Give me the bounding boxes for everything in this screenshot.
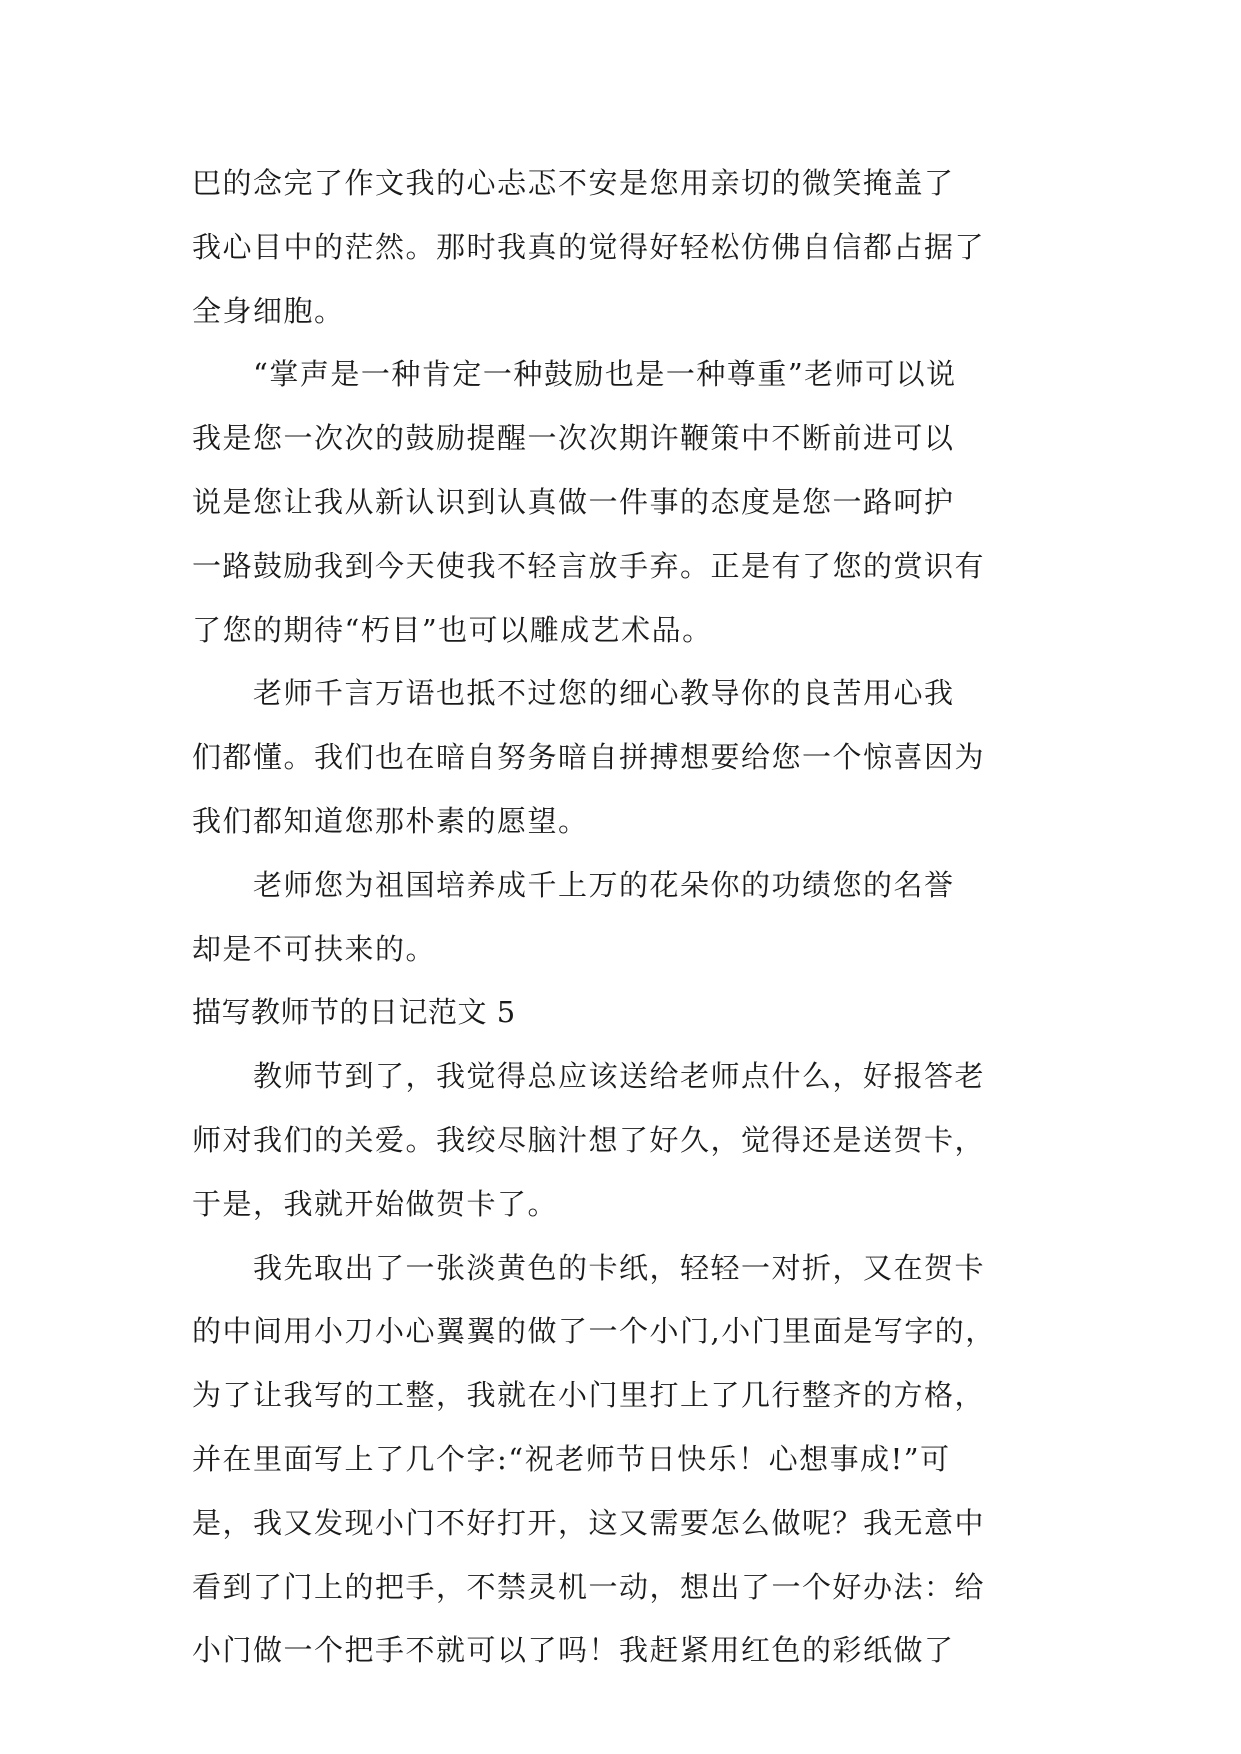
text-line: 却是不可扶来的。 xyxy=(192,931,437,966)
text-line: 老师千言万语也抵不过您的细心教导你的良苦用心我 xyxy=(192,676,955,711)
text-line: 全身细胞。 xyxy=(192,293,345,328)
text-line: 们都懂。我们也在暗自努务暗自拼搏想要给您一个惊喜因为 xyxy=(192,740,986,775)
text-line: 于是，我就开始做贺卡了。 xyxy=(192,1186,559,1221)
text-line: “掌声是一种肯定一种鼓励也是一种尊重”老师可以说 xyxy=(192,357,957,392)
text-line: 小门做一个把手不就可以了吗！我赶紧用红色的彩纸做了 xyxy=(192,1633,955,1668)
text-line: 我先取出了一张淡黄色的卡纸，轻轻一对折，又在贺卡 xyxy=(192,1250,986,1285)
text-line: 我心目中的茫然。那时我真的觉得好轻松仿佛自信都占据了 xyxy=(192,229,986,264)
text-line: 教师节到了，我觉得总应该送给老师点什么，好报答老 xyxy=(192,1059,986,1094)
text-line: 我是您一次次的鼓励提醒一次次期许鞭策中不断前进可以 xyxy=(192,421,955,456)
text-line: 师对我们的关爱。我绞尽脑汁想了好久，觉得还是送贺卡， xyxy=(192,1122,986,1157)
text-line: 为了让我写的工整，我就在小门里打上了几行整齐的方格， xyxy=(192,1378,986,1413)
text-line: 是，我又发现小门不好打开，这又需要怎么做呢？我无意中 xyxy=(192,1505,986,1540)
section-heading: 描写教师节的日记范文 5 xyxy=(192,995,516,1030)
text-line: 老师您为祖国培养成千上万的花朵你的功绩您的名誉 xyxy=(192,867,955,902)
text-line: 并在里面写上了几个字:“祝老师节日快乐！心想事成!”可 xyxy=(192,1441,951,1476)
text-line: 我们都知道您那朴素的愿望。 xyxy=(192,803,589,838)
text-line: 说是您让我从新认识到认真做一件事的态度是您一路呵护 xyxy=(192,484,955,519)
text-line: 巴的念完了作文我的心忐忑不安是您用亲切的微笑掩盖了 xyxy=(192,166,955,200)
text-line: 了您的期待“朽目”也可以雕成艺术品。 xyxy=(192,612,713,647)
document-body xyxy=(192,152,1052,1683)
text-line: 一路鼓励我到今天使我不轻言放手弃。正是有了您的赏识有 xyxy=(192,548,986,583)
text-line: 的中间用小刀小心翼翼的做了一个小门,小门里面是写字的， xyxy=(192,1314,996,1349)
text-line: 看到了门上的把手，不禁灵机一动，想出了一个好办法：给 xyxy=(192,1569,986,1604)
